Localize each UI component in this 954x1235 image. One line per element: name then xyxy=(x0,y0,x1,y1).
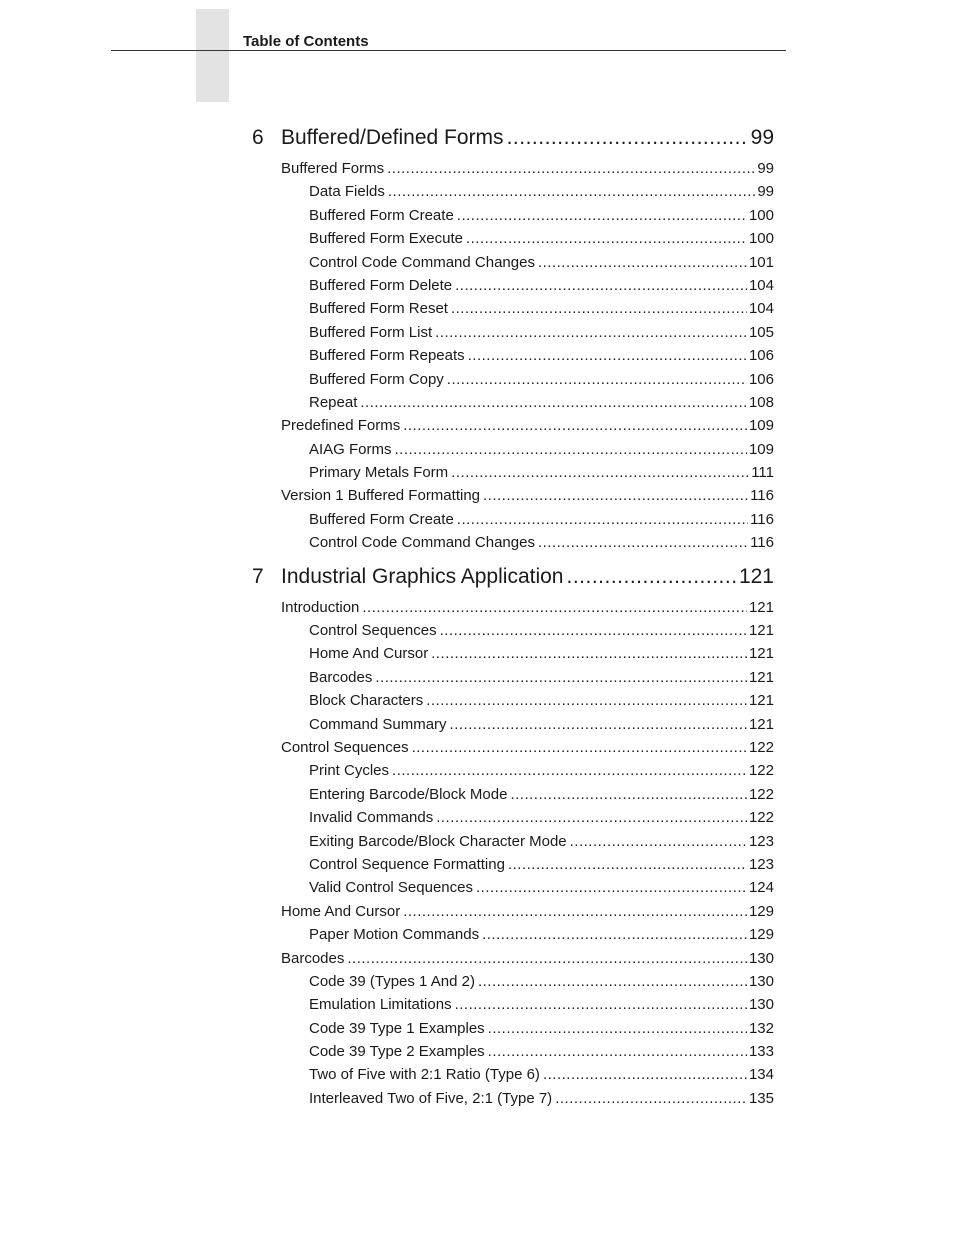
toc-entry-title: Entering Barcode/Block Mode xyxy=(309,785,508,803)
dot-leader xyxy=(538,531,748,554)
dot-leader xyxy=(567,564,737,589)
toc-entry-title: Primary Metals Form xyxy=(309,464,449,482)
toc-entry-primary-metals-form[interactable] xyxy=(252,461,774,484)
toc-entry-print-cycles[interactable] xyxy=(252,759,774,782)
toc-entry-paper-motion-commands[interactable] xyxy=(252,923,774,946)
toc-entry-page: 99 xyxy=(757,183,774,201)
toc-entry-title: Exiting Barcode/Block Character Mode xyxy=(309,832,567,850)
toc-entry-title: Predefined Forms xyxy=(281,417,401,435)
toc-entry-title: Buffered Form Create xyxy=(309,206,454,224)
chapter-number: 7 xyxy=(252,564,264,588)
toc-entry-title: Barcodes xyxy=(309,668,373,686)
toc-entry-page: 100 xyxy=(748,230,774,248)
toc-entry-page: 122 xyxy=(748,809,774,827)
toc-entry-page: 132 xyxy=(748,1019,774,1037)
toc-entry-page: 106 xyxy=(748,347,774,365)
toc-entry-title: Buffered Form List xyxy=(309,323,433,341)
toc-entry-introduction[interactable] xyxy=(252,596,774,619)
toc-entry-predefined-forms[interactable] xyxy=(252,414,774,437)
toc-entry-title: Buffered Form Execute xyxy=(309,230,463,248)
toc-entry-page: 99 xyxy=(757,160,774,177)
toc-entry-title: Buffered Form Copy xyxy=(309,370,444,388)
toc-entry-page: 130 xyxy=(748,949,774,967)
toc-entry-page: 129 xyxy=(748,926,774,944)
dot-leader xyxy=(476,876,747,899)
toc-entry-page: 121 xyxy=(748,645,774,663)
toc-entry-buffered-form-execute[interactable] xyxy=(252,227,774,250)
toc-entry-title: Home And Cursor xyxy=(309,645,429,663)
dot-leader xyxy=(412,736,747,759)
toc-entry-exiting-barcode-block-character-mode[interactable] xyxy=(252,830,774,853)
toc-entry-title: Buffered Forms xyxy=(281,160,385,177)
toc-entry-page: 106 xyxy=(748,370,774,388)
toc-entry-title: Introduction xyxy=(281,598,360,616)
dot-leader xyxy=(457,204,747,227)
toc-entry-page: 121 xyxy=(748,598,774,616)
page-tab-marker xyxy=(196,9,229,102)
dot-leader xyxy=(543,1063,747,1086)
dot-leader xyxy=(455,274,747,297)
toc-entry-home-and-cursor[interactable] xyxy=(252,900,774,923)
toc-entry-page: 121 xyxy=(748,668,774,686)
toc-entry-page: 111 xyxy=(751,464,774,482)
dot-leader xyxy=(570,830,747,853)
toc-entry-entering-barcode-block-mode[interactable] xyxy=(252,783,774,806)
toc-entry-page: 124 xyxy=(748,879,774,897)
toc-entry-title: Buffered Form Reset xyxy=(309,300,448,318)
toc-entry-title: Control Sequences xyxy=(309,622,437,640)
toc-entry-title: Valid Control Sequences xyxy=(309,879,473,897)
toc-entry-title: Code 39 Type 1 Examples xyxy=(309,1019,485,1037)
toc-entry-repeat[interactable] xyxy=(252,391,774,414)
toc-entry-title: Control Code Command Changes xyxy=(309,253,535,271)
toc-entry-page: 109 xyxy=(748,417,774,435)
toc-entry-page: 121 xyxy=(748,715,774,733)
chapter-heading-6[interactable] xyxy=(252,125,774,150)
dot-leader xyxy=(488,1017,747,1040)
toc-entry-title: Data Fields xyxy=(309,183,385,201)
toc-entry-page: 108 xyxy=(748,393,774,411)
toc-entry-page: 104 xyxy=(748,300,774,318)
toc-entry-code-39-type-2-examples[interactable] xyxy=(252,1040,774,1063)
toc-entry-page: 123 xyxy=(748,832,774,850)
dot-leader xyxy=(466,227,747,250)
dot-leader xyxy=(483,484,748,507)
toc-entry-buffered-form-create[interactable] xyxy=(252,204,774,227)
dot-leader xyxy=(436,806,747,829)
toc-entry-page: 100 xyxy=(748,206,774,224)
dot-leader xyxy=(451,297,747,320)
toc-entry-page: 105 xyxy=(748,323,774,341)
toc-entry-title: Home And Cursor xyxy=(281,902,401,920)
dot-leader xyxy=(435,321,747,344)
toc-entry-buffered-form-delete[interactable] xyxy=(252,274,774,297)
chapter-heading-7[interactable] xyxy=(252,564,774,589)
toc-entry-command-summary[interactable] xyxy=(252,713,774,736)
toc-entry-buffered-form-list[interactable] xyxy=(252,321,774,344)
toc-entry-title: Block Characters xyxy=(309,692,424,710)
table-of-contents xyxy=(252,125,774,1110)
toc-entry-interleaved-two-of-five-type-7[interactable] xyxy=(252,1087,774,1110)
toc-entry-title: Invalid Commands xyxy=(309,809,434,827)
toc-entry-page: 134 xyxy=(748,1066,774,1084)
dot-leader xyxy=(403,414,747,437)
toc-entry-page: 133 xyxy=(748,1043,774,1061)
toc-entry-title: Code 39 Type 2 Examples xyxy=(309,1043,485,1061)
toc-entry-buffered-forms[interactable] xyxy=(252,157,774,180)
toc-entry-page: 122 xyxy=(748,738,774,756)
dot-leader xyxy=(457,508,748,531)
dot-leader xyxy=(510,783,747,806)
toc-entry-page: 130 xyxy=(748,996,774,1014)
toc-entry-code-39-type-1-examples[interactable] xyxy=(252,1017,774,1040)
dot-leader xyxy=(482,923,747,946)
toc-entry-title: Emulation Limitations xyxy=(309,996,452,1014)
toc-entry-page: 121 xyxy=(748,692,774,710)
chapter-number: 6 xyxy=(252,126,264,149)
chapter-title: Buffered/Defined Forms xyxy=(281,126,504,149)
chapter-page-number: 99 xyxy=(750,126,774,149)
toc-entry-page: 121 xyxy=(748,622,774,640)
toc-entry-page: 130 xyxy=(748,972,774,990)
dot-leader xyxy=(555,1087,747,1110)
dot-leader xyxy=(455,993,747,1016)
toc-entry-page: 116 xyxy=(750,510,774,528)
toc-entry-title: Control Code Command Changes xyxy=(309,534,535,552)
toc-entry-buffered-form-repeats[interactable] xyxy=(252,344,774,367)
toc-entry-block-characters[interactable] xyxy=(252,689,774,712)
toc-entry-control-sequences[interactable] xyxy=(252,736,774,759)
toc-entry-code-39-types-1-and-2[interactable] xyxy=(252,970,774,993)
dot-leader xyxy=(395,438,747,461)
toc-entry-title: Print Cycles xyxy=(309,762,390,780)
toc-entry-intro-control-sequences[interactable] xyxy=(252,619,774,642)
toc-entry-title: Control Sequences xyxy=(281,738,409,756)
toc-entry-buffered-form-create-v1[interactable] xyxy=(252,508,774,531)
toc-entry-version-1-buffered-formatting[interactable] xyxy=(252,484,774,507)
toc-entry-title: Version 1 Buffered Formatting xyxy=(281,487,480,505)
toc-entry-page: 122 xyxy=(748,785,774,803)
toc-entry-title: Buffered Form Repeats xyxy=(309,347,465,365)
dot-leader xyxy=(388,180,755,203)
dot-leader xyxy=(375,666,747,689)
toc-entry-title: Command Summary xyxy=(309,715,447,733)
dot-leader xyxy=(392,759,747,782)
toc-entry-data-fields[interactable] xyxy=(252,180,774,203)
toc-entry-title: Interleaved Two of Five, 2:1 (Type 7) xyxy=(309,1089,553,1107)
toc-entry-page: 116 xyxy=(750,534,774,552)
toc-entry-title: Repeat xyxy=(309,393,358,411)
toc-entry-page: 129 xyxy=(748,902,774,920)
dot-leader xyxy=(431,642,747,665)
dot-leader xyxy=(447,368,747,391)
dot-leader xyxy=(478,970,747,993)
toc-entry-page: 135 xyxy=(748,1089,774,1107)
toc-entry-buffered-form-copy[interactable] xyxy=(252,368,774,391)
header-rule xyxy=(111,50,786,51)
toc-entry-title: AIAG Forms xyxy=(309,440,392,458)
toc-entry-title: Paper Motion Commands xyxy=(309,926,480,944)
toc-entry-title: Barcodes xyxy=(281,949,345,967)
toc-entry-barcodes[interactable] xyxy=(252,947,774,970)
toc-entry-intro-barcodes[interactable] xyxy=(252,666,774,689)
toc-entry-buffered-form-reset[interactable] xyxy=(252,297,774,320)
dot-leader xyxy=(362,596,747,619)
chapter-title: Industrial Graphics Application xyxy=(281,564,564,588)
toc-entry-two-of-five-type-6[interactable] xyxy=(252,1063,774,1086)
dot-leader xyxy=(440,619,747,642)
dot-leader xyxy=(387,157,755,180)
dot-leader xyxy=(468,344,747,367)
toc-entry-title: Buffered Form Delete xyxy=(309,276,453,294)
toc-entry-title: Code 39 (Types 1 And 2) xyxy=(309,972,475,990)
toc-entry-page: 116 xyxy=(750,487,774,505)
dot-leader xyxy=(360,391,747,414)
chapter-page-number: 121 xyxy=(738,564,774,588)
toc-entry-valid-control-sequences[interactable] xyxy=(252,876,774,899)
toc-entry-page: 104 xyxy=(748,276,774,294)
running-header-title: Table of Contents xyxy=(243,33,369,50)
toc-entry-intro-home-and-cursor[interactable] xyxy=(252,642,774,665)
toc-entry-page: 122 xyxy=(748,762,774,780)
dot-leader xyxy=(426,689,747,712)
toc-entry-title: Control Sequence Formatting xyxy=(309,855,505,873)
dot-leader xyxy=(538,251,747,274)
dot-leader xyxy=(403,900,747,923)
toc-entry-control-sequence-formatting[interactable] xyxy=(252,853,774,876)
toc-entry-title: Buffered Form Create xyxy=(309,510,454,528)
toc-entry-emulation-limitations[interactable] xyxy=(252,993,774,1016)
toc-entry-page: 109 xyxy=(748,440,774,458)
toc-entry-page: 123 xyxy=(748,855,774,873)
toc-entry-title: Two of Five with 2:1 Ratio (Type 6) xyxy=(309,1066,540,1084)
toc-entry-control-code-command-changes-v1[interactable] xyxy=(252,531,774,554)
dot-leader xyxy=(488,1040,747,1063)
dot-leader xyxy=(507,125,749,150)
toc-entry-page: 101 xyxy=(748,253,774,271)
dot-leader xyxy=(450,713,747,736)
dot-leader xyxy=(451,461,749,484)
toc-entry-aiag-forms[interactable] xyxy=(252,438,774,461)
toc-entry-control-code-command-changes[interactable] xyxy=(252,251,774,274)
dot-leader xyxy=(508,853,747,876)
toc-entry-invalid-commands[interactable] xyxy=(252,806,774,829)
dot-leader xyxy=(347,947,747,970)
